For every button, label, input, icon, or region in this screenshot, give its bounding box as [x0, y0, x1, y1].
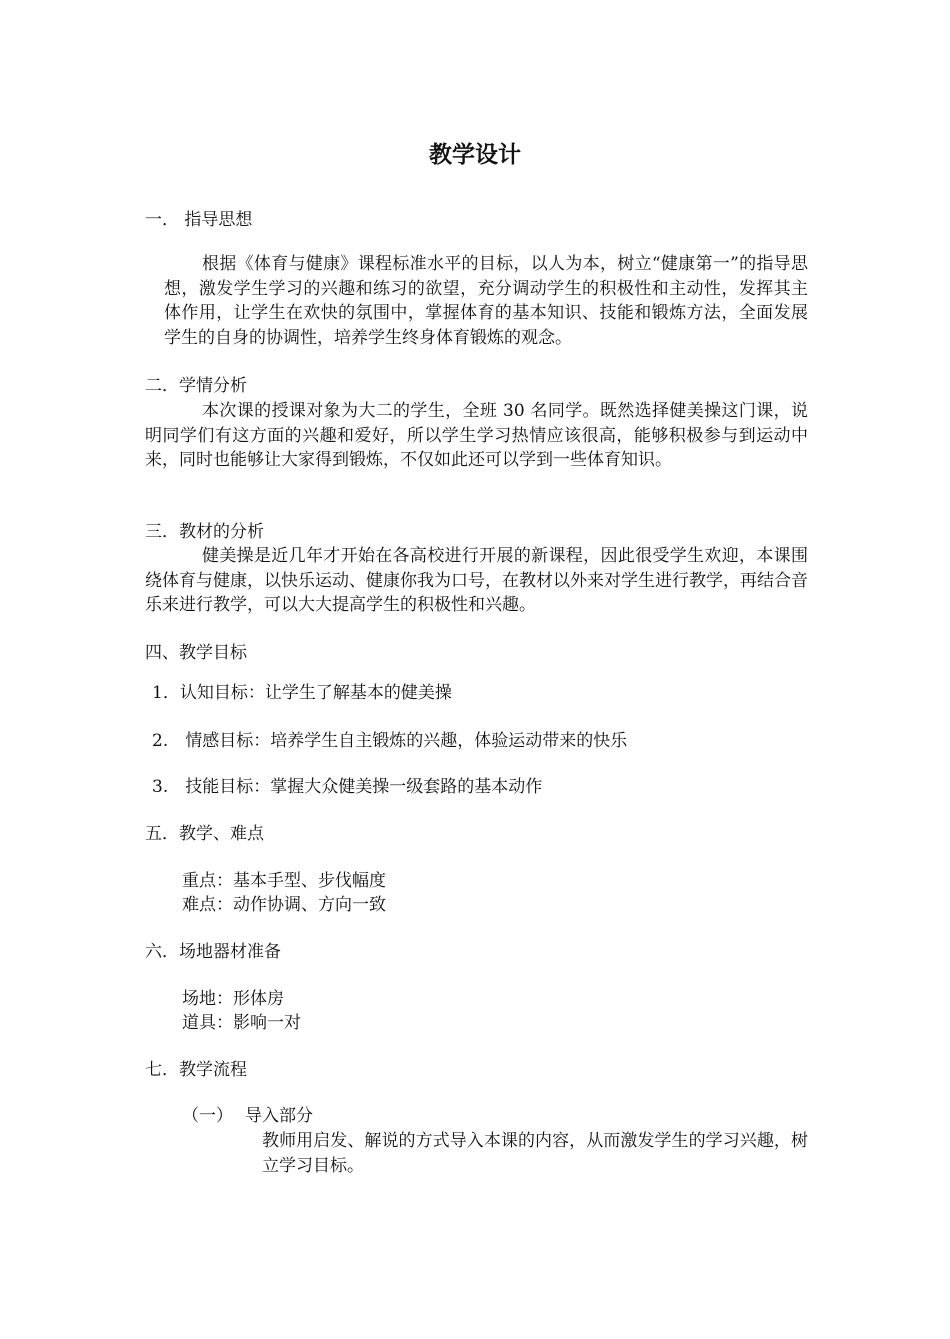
section-heading-material-analysis: 三．教材的分析: [145, 522, 264, 542]
equipment-item: 道具：影响一对: [182, 1013, 301, 1033]
goal-item-skill: 3. 技能目标：掌握大众健美操一级套路的基本动作: [152, 777, 543, 797]
section-heading-teaching-process: 七．教学流程: [145, 1060, 247, 1080]
section-paragraph-guiding-thought: 根据《体育与健康》课程标准水平的目标，以人为本，树立“健康第一”的指导思想，激发学生学习的兴趣和练习的欲望，充分调动学生的积极性和主动性，发挥其主体作用，让学生在欢快的氛围中，掌握体育的基本知识、技能和锻炼方法，全面发展学生的自身的协调性，培养学生终身体育锻炼的观念。: [164, 254, 808, 348]
goal-item-cognitive: 1．认知目标：让学生了解基本的健美操: [152, 683, 452, 703]
key-point-item: 重点：基本手型、步伐幅度: [182, 871, 386, 891]
difficulty-item: 难点：动作协调、方向一致: [182, 895, 386, 915]
subsection-paragraph: 教师用启发、解说的方式导入本课的内容，从而激发学生的学习兴趣，树立学习目标。: [262, 1131, 808, 1176]
venue-item: 场地：形体房: [182, 989, 284, 1009]
section-paragraph-student-analysis: 本次课的授课对象为大二的学生，全班 30 名同学。既然选择健美操这门课，说明同学们有这方面的兴趣和爱好，所以学生学习热情应该很高，能够积极参与到运动中来，同时也能够让大家得到锻炼，不仅如此还可以学到一些体育知识。: [145, 401, 808, 470]
section-heading-guiding-thought: 一． 指导思想: [145, 210, 253, 230]
section-heading-venue-equipment: 六．场地器材准备: [145, 942, 281, 962]
subsection-label: （一）: [182, 1106, 233, 1126]
goal-item-emotional: 2. 情感目标：培养学生自主锻炼的兴趣，体验运动带来的快乐: [152, 731, 628, 751]
section-heading-teaching-goals: 四、教学目标: [145, 643, 247, 663]
section-heading-student-analysis: 二．学情分析: [145, 376, 247, 396]
section-heading-key-points: 五．教学、难点: [145, 824, 264, 844]
page-title: 教学设计: [429, 141, 521, 168]
subsection-title: 导入部分: [245, 1106, 313, 1126]
section-paragraph-material-analysis: 健美操是近几年才开始在各高校进行开展的新课程，因此很受学生欢迎，本课围绕体育与健康，以快乐运动、健康你我为口号，在教材以外来对学生进行教学，再结合音乐来进行教学，可以大大提高学生的积极性和兴趣。: [145, 546, 808, 615]
